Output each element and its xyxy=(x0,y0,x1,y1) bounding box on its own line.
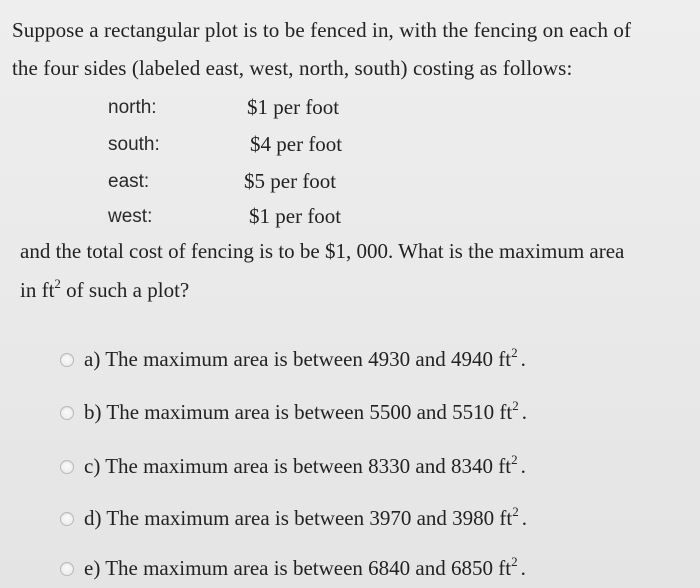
option-label: The maximum area is between 8330 and 8340 ft xyxy=(105,454,512,478)
option-label: The maximum area is between 6840 and 6850 ft xyxy=(105,556,512,580)
option-period: . xyxy=(520,454,526,478)
question-suffix: of such a plot? xyxy=(60,278,190,302)
option-c[interactable] xyxy=(60,454,526,479)
question-line-2 xyxy=(20,278,189,303)
option-exponent: 2 xyxy=(511,554,518,569)
option-e-text xyxy=(84,556,526,581)
cost-value-north: $1 per foot xyxy=(247,95,340,119)
option-b[interactable] xyxy=(60,400,527,425)
option-period: . xyxy=(521,506,528,530)
radio-button-c[interactable] xyxy=(60,460,74,474)
radio-button-e[interactable] xyxy=(60,562,74,576)
option-letter: d) xyxy=(84,506,102,530)
question-unit: in ft xyxy=(20,278,55,302)
problem-intro-line-1: Suppose a rectangular plot is to be fenced in, with the fencing on each of xyxy=(12,18,632,42)
option-letter: e) xyxy=(84,556,101,580)
option-exponent: 2 xyxy=(512,504,519,519)
cost-label-south: south: xyxy=(108,134,160,155)
radio-button-b[interactable] xyxy=(60,406,74,420)
option-d[interactable] xyxy=(60,506,527,531)
radio-button-d[interactable] xyxy=(60,512,74,526)
option-a[interactable] xyxy=(60,347,526,372)
option-c-text xyxy=(84,454,526,479)
option-period: . xyxy=(520,556,526,580)
option-label: The maximum area is between 5500 and 5510 ft xyxy=(106,400,513,424)
option-e[interactable] xyxy=(60,556,526,581)
option-exponent: 2 xyxy=(512,398,519,413)
cost-label-north: north: xyxy=(108,97,157,118)
cost-value-south: $4 per foot xyxy=(250,132,343,156)
cost-label-east: east: xyxy=(108,171,150,192)
radio-button-a[interactable] xyxy=(60,353,74,367)
option-d-text xyxy=(84,506,527,531)
option-letter: b) xyxy=(84,400,102,424)
option-a-text xyxy=(84,347,526,372)
question-line-1: and the total cost of fencing is to be $1, 000. What is the maximum area xyxy=(20,239,625,263)
cost-value-west: $1 per foot xyxy=(249,204,342,228)
option-letter: c) xyxy=(84,454,101,478)
option-label: The maximum area is between 4930 and 4940 ft xyxy=(105,347,512,371)
option-period: . xyxy=(521,400,528,424)
option-letter: a) xyxy=(84,347,101,371)
option-period: . xyxy=(520,347,526,371)
cost-label-west: west: xyxy=(108,206,153,227)
option-b-text xyxy=(84,400,527,425)
option-label: The maximum area is between 3970 and 3980 ft xyxy=(106,506,513,530)
problem-intro-line-2: the four sides (labeled east, west, north, south) costing as follows: xyxy=(12,56,573,80)
question-unit-exponent: 2 xyxy=(54,276,61,291)
option-exponent: 2 xyxy=(511,345,518,360)
cost-value-east: $5 per foot xyxy=(244,169,337,193)
option-exponent: 2 xyxy=(511,452,518,467)
